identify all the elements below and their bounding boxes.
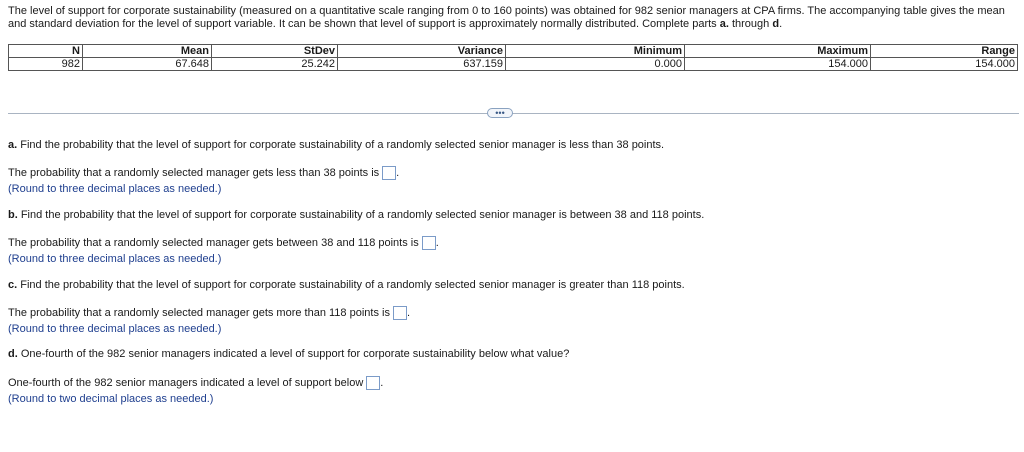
question-c — [8, 279, 685, 292]
question-c-text: Find the probability that the level of support for corporate sustainability of a randomly selected senior manager is greater than 118 points. — [17, 279, 685, 291]
part-a-ref: a. — [719, 18, 729, 30]
cell-mean: 67.648 — [83, 58, 212, 71]
answer-d-hint: (Round to two decimal places as needed.) — [8, 393, 214, 405]
answer-a-input[interactable] — [382, 166, 396, 180]
col-header-stdev: StDev — [212, 45, 338, 58]
question-b-text: Find the probability that the level of support for corporate sustainability of a randomly selected senior manager is between 38 and 118 points. — [17, 209, 705, 221]
cell-minimum: 0.000 — [506, 58, 685, 71]
col-header-mean: Mean — [83, 45, 212, 58]
answer-d-period: . — [380, 376, 384, 389]
col-header-n: N — [9, 45, 83, 58]
intro-line1: The level of support for corporate sustainability (measured on a quantitative scale ranging from 0 to 160 points) was obtained for 982 senior managers at CPA firms. The accompanying table gives the — [8, 5, 975, 17]
cell-n: 982 — [9, 58, 83, 71]
problem-statement — [8, 5, 1013, 31]
cell-range: 154.000 — [871, 58, 1018, 71]
answer-a-hint: (Round to three decimal places as needed.) — [8, 183, 222, 195]
col-header-minimum: Minimum — [506, 45, 685, 58]
col-header-maximum: Maximum — [685, 45, 871, 58]
question-a — [8, 139, 664, 152]
cell-variance: 637.159 — [338, 58, 506, 71]
question-d-text: One-fourth of the 982 senior managers indicated a level of support for corporate sustainability below what value? — [17, 348, 570, 360]
question-a-text: Find the probability that the level of support for corporate sustainability of a randomly selected senior manager is less than 38 points. — [17, 139, 665, 151]
question-b-label: b. — [8, 209, 18, 221]
answer-c-input[interactable] — [393, 306, 407, 320]
answer-b-prompt: The probability that a randomly selected manager gets between 38 and 118 points is — [8, 236, 419, 249]
table-header-row — [9, 45, 1018, 58]
col-header-range: Range — [871, 45, 1018, 58]
question-a-label: a. — [8, 139, 18, 151]
answer-c-hint: (Round to three decimal places as needed.) — [8, 323, 222, 335]
statistics-table — [8, 44, 1018, 71]
intro-line2: mean and standard deviation for the level of support variable. It can be shown that level of support is approximately normally distributed. Complete parts — [8, 5, 1005, 30]
answer-d-row — [8, 376, 383, 390]
intro-period: . — [779, 18, 783, 30]
answer-d-prompt: One-fourth of the 982 senior managers indicated a level of support below — [8, 376, 364, 389]
answer-b-period: . — [435, 236, 439, 249]
answer-c-period: . — [406, 306, 411, 319]
section-divider — [8, 113, 1019, 114]
answer-d-input[interactable] — [366, 376, 380, 390]
table-row — [9, 58, 1018, 71]
part-d-ref: d — [772, 18, 780, 30]
cell-maximum: 154.000 — [685, 58, 871, 71]
question-c-label: c. — [8, 279, 18, 291]
answer-b-input[interactable] — [422, 236, 436, 250]
answer-c-row — [8, 306, 410, 320]
answer-c-prompt: The probability that a randomly selected manager gets more than 118 points is — [8, 306, 390, 319]
answer-a-row — [8, 166, 399, 180]
question-b — [8, 209, 704, 222]
answer-a-period: . — [396, 166, 400, 179]
col-header-variance: Variance — [338, 45, 506, 58]
cell-stdev: 25.242 — [212, 58, 338, 71]
answer-a-prompt: The probability that a randomly selected manager gets less than 38 points is — [8, 166, 380, 179]
expand-more-button[interactable]: ••• — [487, 108, 513, 118]
through-text: through — [728, 18, 773, 30]
answer-b-hint: (Round to three decimal places as needed.) — [8, 253, 222, 265]
question-d-label: d. — [8, 348, 18, 360]
answer-b-row — [8, 236, 439, 250]
question-d — [8, 348, 569, 361]
